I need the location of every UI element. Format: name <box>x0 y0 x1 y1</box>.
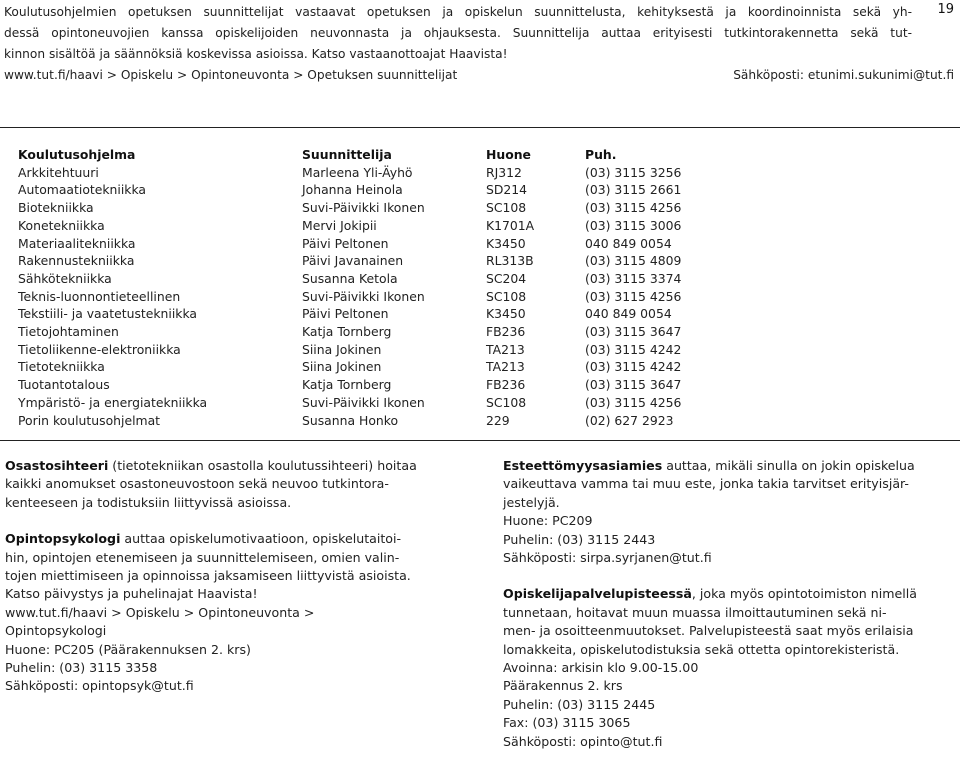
planner-cell: Päivi Peltonen <box>302 306 389 322</box>
table-row <box>18 412 725 430</box>
phone-cell: (03) 3115 4256 <box>585 394 682 410</box>
text-line: kaikki anomukset osastoneuvostoon sekä neuvoo tutkintora- <box>5 476 389 492</box>
phone-cell: (03) 3115 3374 <box>585 270 682 286</box>
planner-cell: Susanna Ketola <box>302 270 398 286</box>
table-row <box>18 235 725 253</box>
table-row <box>18 252 725 270</box>
header-programme: Koulutusohjelma <box>18 147 136 162</box>
text-line: , joka myös opintotoimiston nimellä <box>691 586 917 602</box>
text-line: Puhelin: (03) 3115 2445 <box>503 696 656 712</box>
text-line: jestelyjä. <box>503 494 560 510</box>
email-format: Sähköposti: etunimi.sukunimi@tut.fi <box>733 68 954 82</box>
table-row <box>18 181 725 199</box>
planner-cell: Susanna Honko <box>302 412 399 428</box>
table-row <box>18 376 725 394</box>
text-line: auttaa, mikäli sinulla on jokin opiskelua <box>662 458 915 473</box>
esteettomyys-paragraph <box>503 457 955 567</box>
text-line: Huone: PC209 <box>503 513 593 529</box>
haavi-path: www.tut.fi/haavi > Opiskelu > Opintoneuvonta > Opetuksen suunnittelijat <box>4 68 458 82</box>
planner-cell: Mervi Jokipii <box>302 217 377 233</box>
text-line: Puhelin: (03) 3115 3358 <box>5 660 158 676</box>
planner-cell: Siina Jokinen <box>302 359 382 375</box>
text-line: vaikeuttava vamma tai muu este, jonka takia tarvitset erityisjär- <box>503 476 909 492</box>
planner-cell: Suvi-Päivikki Ikonen <box>302 288 425 304</box>
table-row <box>18 164 725 182</box>
text-line: Opintopsykologi <box>5 623 107 639</box>
divider-top <box>0 127 960 128</box>
header-phone: Puh. <box>585 147 617 162</box>
phone-cell: (03) 3115 3006 <box>585 217 682 233</box>
text-line: Sähköposti: sirpa.syrjanen@tut.fi <box>503 550 712 566</box>
programme-cell: Automaatiotekniikka <box>18 182 147 198</box>
text-line: tunnetaan, hoitavat muun muassa ilmoittautuminen sekä ni- <box>503 604 887 620</box>
opintopsykologi-paragraph <box>5 530 455 696</box>
esteettomyys-title: Esteettömyysasiamies <box>503 458 663 473</box>
text-line: Katso päivystys ja puhelinajat Haavista! <box>5 586 258 602</box>
intro-line: kinnon sisältöä ja säännöksiä koskevissa asioissa. Katso vastaanottoajat Haavista! <box>4 47 508 61</box>
table-row <box>18 358 725 376</box>
text-line: kenteeseen ja todistuksiin liittyvissä asioissa. <box>5 494 292 510</box>
left-column <box>5 457 455 714</box>
phone-cell: (03) 3115 4809 <box>585 253 682 269</box>
palvelupiste-paragraph <box>503 585 955 751</box>
room-cell: K3450 <box>486 306 526 322</box>
room-cell: SD214 <box>486 182 528 198</box>
planner-cell: Marleena Yli-Äyhö <box>302 164 413 180</box>
table-row <box>18 341 725 359</box>
osastosihteeri-paragraph <box>5 457 455 512</box>
programme-cell: Tietojohtaminen <box>18 324 119 340</box>
programme-cell: Tietoliikenne-elektroniikka <box>18 341 181 357</box>
table-row <box>18 217 725 235</box>
programme-cell: Porin koulutusohjelmat <box>18 412 161 428</box>
room-cell: SC108 <box>486 288 527 304</box>
phone-cell: (03) 3115 3256 <box>585 164 682 180</box>
text-line: lomakkeita, opiskelutodistuksia sekä ottetta opintorekisteristä. <box>503 641 900 657</box>
programme-cell: Teknis-luonnontieteellinen <box>18 288 181 304</box>
table-row <box>18 199 725 217</box>
planner-cell: Päivi Peltonen <box>302 235 389 251</box>
room-cell: K3450 <box>486 235 526 251</box>
phone-cell: 040 849 0054 <box>585 306 672 322</box>
programme-cell: Biotekniikka <box>18 200 94 216</box>
phone-cell: (03) 3115 3647 <box>585 324 682 340</box>
text-line: (tietotekniikan osastolla koulutussihteeri) hoitaa <box>108 458 417 473</box>
table-row <box>18 394 725 412</box>
text-line: www.tut.fi/haavi > Opiskelu > Opintoneuvonta > <box>5 604 315 620</box>
text-line: men- ja osoitteenmuutokset. Palvelupisteestä saat myös erilaisia <box>503 623 914 639</box>
osastosihteeri-title: Osastosihteeri <box>5 458 109 473</box>
intro-path-row <box>4 65 954 86</box>
planner-cell: Katja Tornberg <box>302 324 392 340</box>
intro-line: Koulutusohjelmien opetuksen suunnittelijat vastaavat opetuksen ja opiskelun suunnittelusta, kehityksestä ja koordinoinnista sekä yh- <box>4 5 912 19</box>
planner-cell: Siina Jokinen <box>302 341 382 357</box>
room-cell: RL313B <box>486 253 534 269</box>
table-row <box>18 270 725 288</box>
room-cell: FB236 <box>486 324 526 340</box>
header-planner: Suunnittelija <box>302 147 392 162</box>
table-row <box>18 305 725 323</box>
programme-cell: Materiaalitekniikka <box>18 235 136 251</box>
planners-table <box>18 146 725 429</box>
programme-cell: Sähkötekniikka <box>18 270 112 286</box>
room-cell: FB236 <box>486 377 526 393</box>
phone-cell: (03) 3115 4256 <box>585 200 682 216</box>
right-column <box>503 457 955 769</box>
phone-cell: (03) 3115 4242 <box>585 359 682 375</box>
phone-cell: (03) 3115 4242 <box>585 341 682 357</box>
text-line: auttaa opiskelumotivaatioon, opiskelutaitoi- <box>120 531 402 547</box>
phone-cell: (03) 3115 2661 <box>585 182 682 198</box>
room-cell: TA213 <box>486 359 525 375</box>
phone-cell: (03) 3115 4256 <box>585 288 682 304</box>
divider-bottom <box>0 440 960 441</box>
programme-cell: Tuotantotalous <box>18 377 110 393</box>
phone-cell: (02) 627 2923 <box>585 412 674 428</box>
text-line: tojen miettimiseen ja opinnoissa jaksamiseen liittyvistä asioista. <box>5 568 411 584</box>
text-line: hin, opintojen etenemiseen ja suunnittelemiseen, omien valin- <box>5 549 400 565</box>
room-cell: SC108 <box>486 394 527 410</box>
header-room: Huone <box>486 147 531 162</box>
table-row <box>18 323 725 341</box>
planner-cell: Suvi-Päivikki Ikonen <box>302 200 425 216</box>
text-line: Sähköposti: opinto@tut.fi <box>503 733 663 749</box>
page-number: 19 <box>937 2 954 17</box>
text-line: Fax: (03) 3115 3065 <box>503 715 631 731</box>
room-cell: RJ312 <box>486 164 522 180</box>
phone-cell: 040 849 0054 <box>585 235 672 251</box>
programme-cell: Tekstiili- ja vaatetustekniikka <box>18 306 198 322</box>
programme-cell: Tietotekniikka <box>18 359 105 375</box>
planner-cell: Päivi Javanainen <box>302 253 404 269</box>
phone-cell: (03) 3115 3647 <box>585 377 682 393</box>
room-cell: SC204 <box>486 270 527 286</box>
intro-line: dessä opintoneuvojien kanssa opiskelijoiden neuvonnasta ja ohjauksesta. Suunnittelija auttaa erityisesti tutkintorakennetta sekä tut- <box>4 26 912 40</box>
planner-cell: Suvi-Päivikki Ikonen <box>302 394 425 410</box>
programme-cell: Ympäristö- ja energiatekniikka <box>18 394 208 410</box>
palvelupiste-title: Opiskelijapalvelupisteessä <box>503 586 692 602</box>
room-cell: 229 <box>486 412 510 428</box>
text-line: Puhelin: (03) 3115 2443 <box>503 531 656 547</box>
opintopsykologi-title: Opintopsykologi <box>5 531 121 547</box>
text-line: Avoinna: arkisin klo 9.00-15.00 <box>503 660 699 676</box>
programme-cell: Konetekniikka <box>18 217 105 233</box>
room-cell: K1701A <box>486 217 535 233</box>
programme-cell: Arkkitehtuuri <box>18 164 99 180</box>
text-line: Sähköposti: opintopsyk@tut.fi <box>5 678 194 694</box>
planner-cell: Katja Tornberg <box>302 377 392 393</box>
room-cell: SC108 <box>486 200 527 216</box>
room-cell: TA213 <box>486 341 525 357</box>
text-line: Huone: PC205 (Päärakennuksen 2. krs) <box>5 641 251 657</box>
planner-cell: Johanna Heinola <box>302 182 403 198</box>
text-line: Päärakennus 2. krs <box>503 678 623 694</box>
programme-cell: Rakennustekniikka <box>18 253 135 269</box>
table-row <box>18 288 725 306</box>
table-header-row <box>18 146 725 164</box>
